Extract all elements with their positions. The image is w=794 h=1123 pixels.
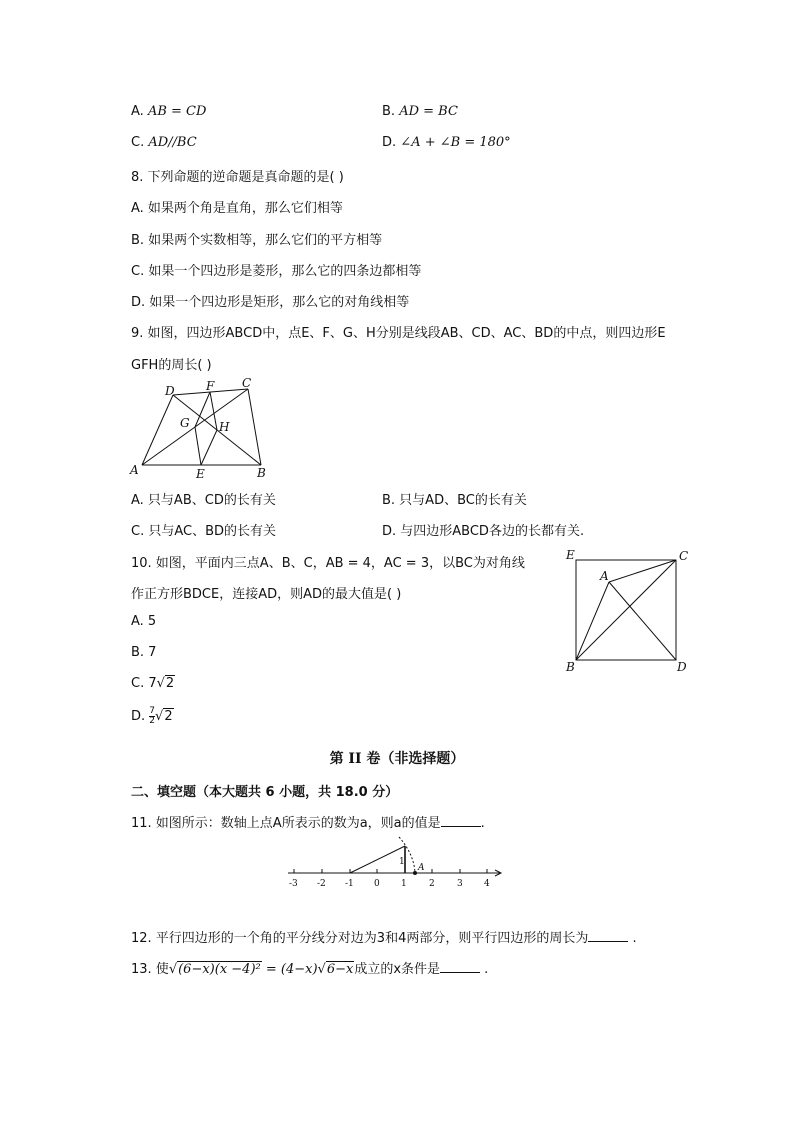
- option-text: AD//BC: [148, 135, 197, 150]
- q8-option-b: B. 如果两个实数相等，那么它们的平方相等: [131, 233, 383, 248]
- equation-middle: = (4−x): [261, 962, 318, 977]
- q11-stem: [131, 812, 485, 831]
- label-g: G: [180, 416, 190, 430]
- q7-option-d: [382, 135, 511, 150]
- q10-option-d: [131, 707, 174, 726]
- option-letter: A.: [131, 104, 144, 119]
- radicand: 6−x: [326, 962, 354, 977]
- stem-end: .: [632, 931, 637, 946]
- option-letter: D.: [382, 135, 397, 150]
- q9-option-a: A. 只与AB、CD的长有关: [131, 493, 276, 508]
- option-letter: C.: [131, 135, 145, 150]
- segment-eg: [195, 427, 201, 465]
- q9-option-c: C. 只与AC、BD的长有关: [131, 524, 277, 539]
- numerator: 7: [149, 706, 156, 716]
- sqrt: √2: [156, 676, 175, 691]
- tick-label: -1: [345, 879, 354, 889]
- radicand: 2: [164, 709, 173, 724]
- answer-blank[interactable]: [588, 929, 628, 942]
- radicand: (6−x)(x −4)²: [178, 962, 261, 977]
- q9-quadrilateral-figure: [128, 374, 280, 480]
- option-letter: D.: [131, 709, 146, 724]
- q10-option-c: [131, 676, 175, 691]
- q7-option-a: [131, 104, 206, 119]
- q9-option-d: D. 与四边形ABCD各边的长都有关.: [382, 524, 585, 539]
- label-e: E: [566, 548, 575, 562]
- q12-stem: [131, 927, 637, 946]
- label-b: B: [566, 660, 575, 674]
- label-e: E: [196, 467, 205, 480]
- q9-stem-line2: GFH的周长( ): [131, 358, 212, 373]
- unit-length-label: 1: [399, 857, 405, 867]
- tick-label: 2: [429, 879, 435, 889]
- part2-title: 第 II 卷（非选择题）: [329, 751, 465, 767]
- q10-option-b: B. 7: [131, 645, 157, 660]
- q7-option-b: [382, 104, 458, 119]
- diagonal-bc: [576, 560, 676, 660]
- tick-label: -3: [289, 879, 298, 889]
- arc-dashed: [399, 837, 415, 873]
- tick-label: 3: [457, 879, 463, 889]
- label-c: C: [679, 549, 689, 563]
- q8-stem: 8. 下列命题的逆命题是真命题的是( ): [131, 170, 344, 185]
- option-letter: B.: [382, 104, 396, 119]
- q9-stem-line1: 9. 如图，四边形ABCD中，点E、F、G、H分别是线段AB、CD、AC、BD的中点，则四边形E: [131, 326, 666, 341]
- segment-ac: [609, 560, 676, 582]
- label-a: A: [130, 463, 139, 477]
- q10-stem-line2: 作正方形BDCE，连接AD，则AD的最大值是( ): [131, 587, 402, 602]
- label-d: D: [165, 384, 175, 398]
- q8-option-a: A. 如果两个角是直角，那么它们相等: [131, 201, 343, 216]
- label-c: C: [242, 376, 252, 390]
- q11-number-line-figure: [282, 836, 512, 890]
- label-a: A: [600, 569, 609, 583]
- point-a-label: A: [418, 863, 425, 873]
- stem-end: .: [484, 962, 489, 977]
- denominator: 2: [149, 716, 156, 726]
- sqrt: √(6−x)(x −4)²: [168, 962, 261, 977]
- label-b: B: [257, 466, 266, 480]
- radicand: 2: [165, 676, 175, 691]
- q8-option-c: C. 如果一个四边形是菱形，那么它的四条边都相等: [131, 264, 422, 279]
- sqrt: √6−x: [317, 962, 354, 977]
- answer-blank[interactable]: [440, 960, 480, 973]
- q9-option-b: B. 只与AD、BC的长有关: [382, 493, 527, 508]
- point-a: [413, 871, 417, 875]
- segment-ab: [576, 582, 609, 660]
- tick-label: -2: [317, 879, 326, 889]
- option-text: C. 7: [131, 676, 157, 691]
- tick-marks: [294, 869, 487, 873]
- answer-blank[interactable]: [441, 814, 481, 827]
- section-heading: 二、填空题（本大题共 6 小题，共 18.0 分）: [131, 785, 399, 800]
- segment-fh: [210, 392, 217, 430]
- triangle-hypotenuse: [350, 846, 405, 873]
- segment-he: [201, 430, 217, 465]
- q7-option-c: [131, 135, 197, 150]
- q13-stem: [131, 958, 488, 977]
- option-text: AD = BC: [399, 104, 458, 119]
- option-text: ∠A + ∠B = 180°: [400, 135, 511, 150]
- q10-option-a: A. 5: [131, 614, 157, 629]
- stem-text: 12. 平行四边形的一个角的平分线分对边为3和4两部分，则平行四边形的周长为: [131, 931, 589, 946]
- stem-end: .: [480, 816, 485, 831]
- tick-label: 1: [401, 879, 407, 889]
- q10-square-figure: [562, 545, 698, 675]
- edge-bc: [248, 389, 261, 465]
- sqrt: √2: [155, 709, 173, 724]
- stem-text: 11. 如图所示：数轴上点A所表示的数为a，则a的值是: [131, 816, 441, 831]
- q10-stem-line1: 10. 如图，平面内三点A、B、C，AB = 4，AC = 3，以BC为对角线: [131, 556, 525, 571]
- label-h: H: [219, 420, 230, 434]
- option-text: AB = CD: [147, 104, 207, 119]
- stem-text: 13. 使: [131, 962, 169, 977]
- q8-option-d: D. 如果一个四边形是矩形，那么它的对角线相等: [131, 295, 410, 310]
- label-d: D: [677, 660, 687, 674]
- stem-text: 成立的x条件是: [354, 962, 441, 977]
- tick-label: 0: [374, 879, 380, 889]
- label-f: F: [206, 379, 215, 393]
- tick-label: 4: [484, 879, 490, 889]
